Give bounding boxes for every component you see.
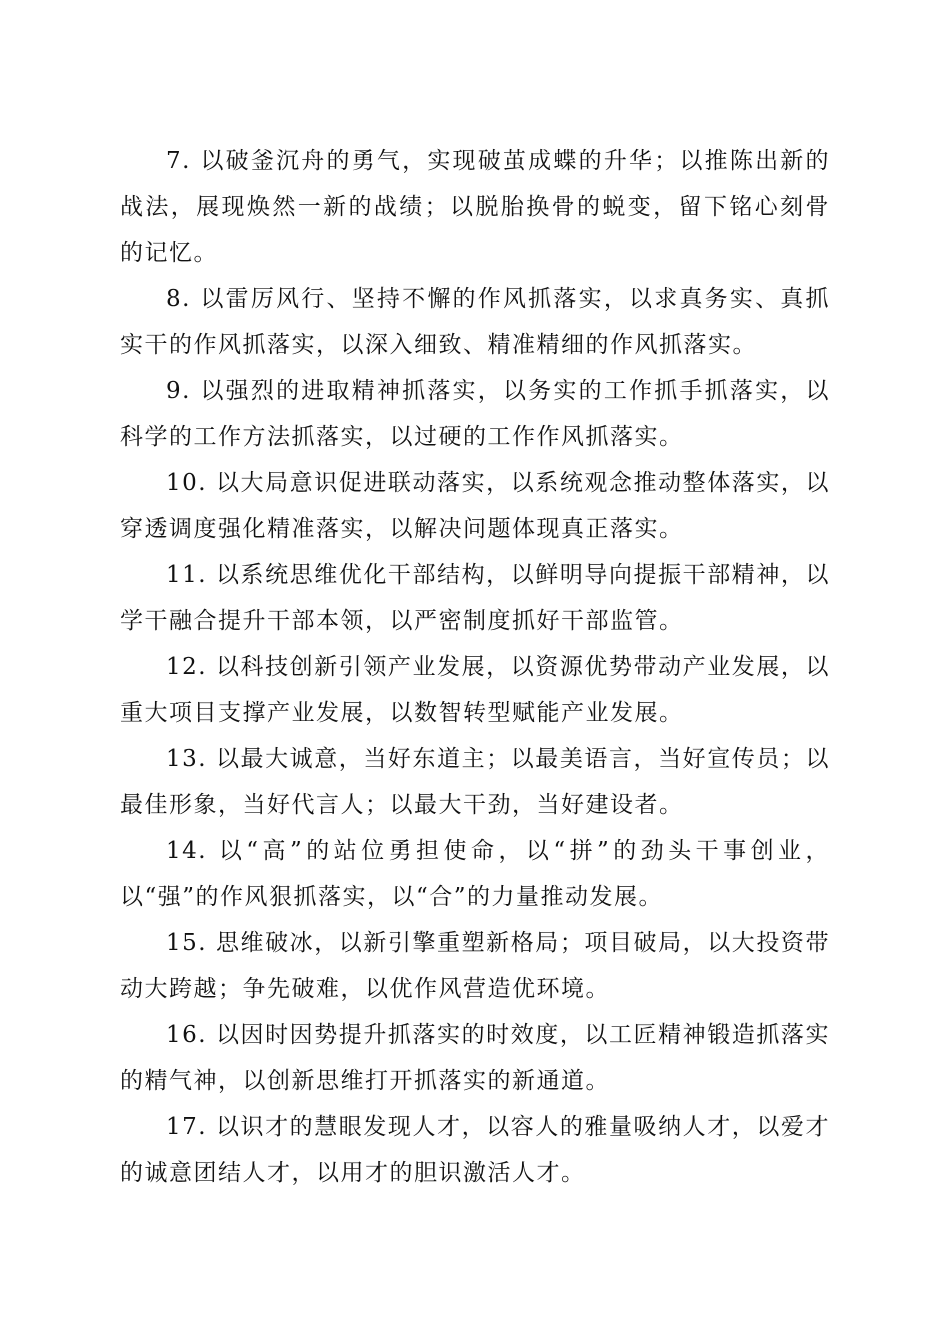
- paragraph-10: 10. 以大局意识促进联动落实，以系统观念推动整体落实，以穿透调度强化精准落实，以解决问题体现真正落实。: [120, 470, 830, 542]
- paragraph-15: 15. 思维破冰，以新引擎重塑新格局；项目破局，以大投资带动大跨越；争先破难，以优作风营造优环境。: [120, 930, 830, 1002]
- paragraph-11: 11. 以系统思维优化干部结构，以鲜明导向提振干部精神，以学干融合提升干部本领，以严密制度抓好干部监管。: [120, 562, 830, 634]
- document-body: [120, 138, 830, 1196]
- paragraph-17: 17. 以识才的慧眼发现人才，以容人的雅量吸纳人才，以爱才的诚意团结人才，以用才的胆识激活人才。: [120, 1114, 830, 1186]
- paragraph-7: 7. 以破釜沉舟的勇气，实现破茧成蝶的升华；以推陈出新的战法，展现焕然一新的战绩；以脱胎换骨的蜕变，留下铭心刻骨的记忆。: [120, 148, 830, 266]
- paragraph-8: 8. 以雷厉风行、坚持不懈的作风抓落实，以求真务实、真抓实干的作风抓落实，以深入细致、精准精细的作风抓落实。: [120, 286, 830, 358]
- paragraph-9: 9. 以强烈的进取精神抓落实，以务实的工作抓手抓落实，以科学的工作方法抓落实，以过硬的工作作风抓落实。: [120, 378, 830, 450]
- paragraph-16: 16. 以因时因势提升抓落实的时效度，以工匠精神锻造抓落实的精气神，以创新思维打开抓落实的新通道。: [120, 1022, 830, 1094]
- paragraph-13: 13. 以最大诚意，当好东道主；以最美语言，当好宣传员；以最佳形象，当好代言人；以最大干劲，当好建设者。: [120, 746, 830, 818]
- paragraph-12: 12. 以科技创新引领产业发展，以资源优势带动产业发展，以重大项目支撑产业发展，以数智转型赋能产业发展。: [120, 654, 830, 726]
- paragraph-14: 14. 以“高”的站位勇担使命，以“拼”的劲头干事创业，以“强”的作风狠抓落实，以“合”的力量推动发展。: [120, 838, 830, 910]
